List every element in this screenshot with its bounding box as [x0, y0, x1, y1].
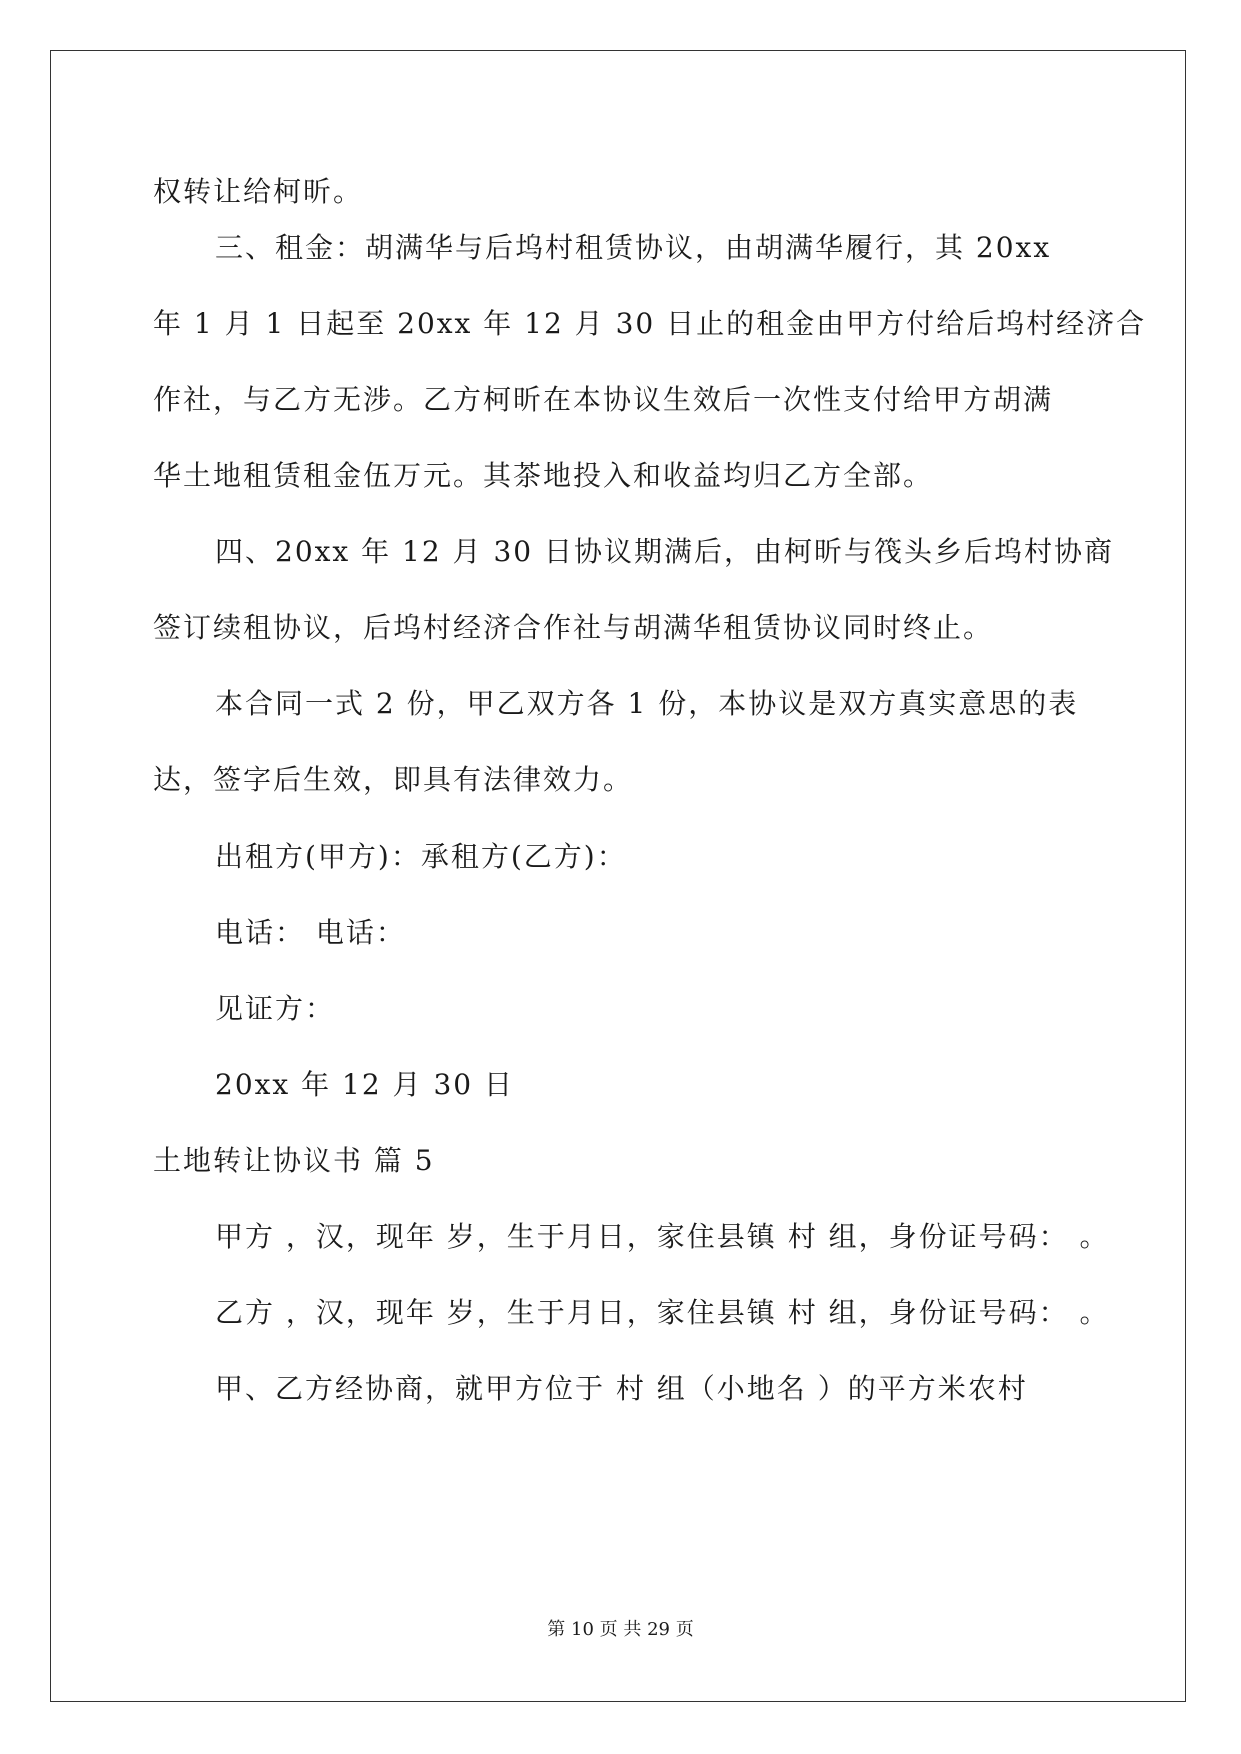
section-heading: 土地转让协议书 篇 5	[153, 1144, 435, 1177]
party-b-line: 乙方 ，汉，现年 岁，生于月日，家住县镇 村 组，身份证号码： 。	[215, 1296, 1110, 1329]
witness-line: 见证方：	[215, 992, 336, 1025]
signature-parties-line: 出租方(甲方)：承租方(乙方)：	[215, 840, 627, 873]
date-line: 20xx 年 12 月 30 日	[215, 1068, 514, 1101]
body-line-4: 作社，与乙方无涉。乙方柯昕在本协议生效后一次性支付给甲方胡满	[153, 383, 1054, 416]
body-line-7: 签订续租协议，后坞村经济合作社与胡满华租赁协议同时终止。	[153, 611, 994, 644]
page-footer: 第 10 页 共 29 页	[547, 1619, 694, 1640]
phone-line: 电话： 电话：	[215, 916, 406, 949]
body-line-1: 权转让给柯昕。	[153, 175, 364, 208]
party-a-line: 甲方 ，汉，现年 岁，生于月日，家住县镇 村 组，身份证号码： 。	[215, 1220, 1110, 1253]
body-line-3: 年 1 月 1 日起至 20xx 年 12 月 30 日止的租金由甲方付给后坞村经济合	[153, 307, 1147, 340]
body-line-2: 三、租金：胡满华与后坞村租赁协议，由胡满华履行，其 20xx	[215, 231, 1052, 264]
body-line-17: 甲、乙方经协商，就甲方位于 村 组（小地名 ）的平方米农村	[215, 1372, 1028, 1405]
body-line-5: 华土地租赁租金伍万元。其茶地投入和收益均归乙方全部。	[153, 459, 934, 492]
body-line-6: 四、20xx 年 12 月 30 日协议期满后，由柯昕与筏头乡后坞村协商	[215, 535, 1114, 568]
body-line-9: 达，签字后生效，即具有法律效力。	[153, 763, 634, 796]
body-line-8: 本合同一式 2 份，甲乙双方各 1 份，本协议是双方真实意思的表	[215, 687, 1079, 720]
